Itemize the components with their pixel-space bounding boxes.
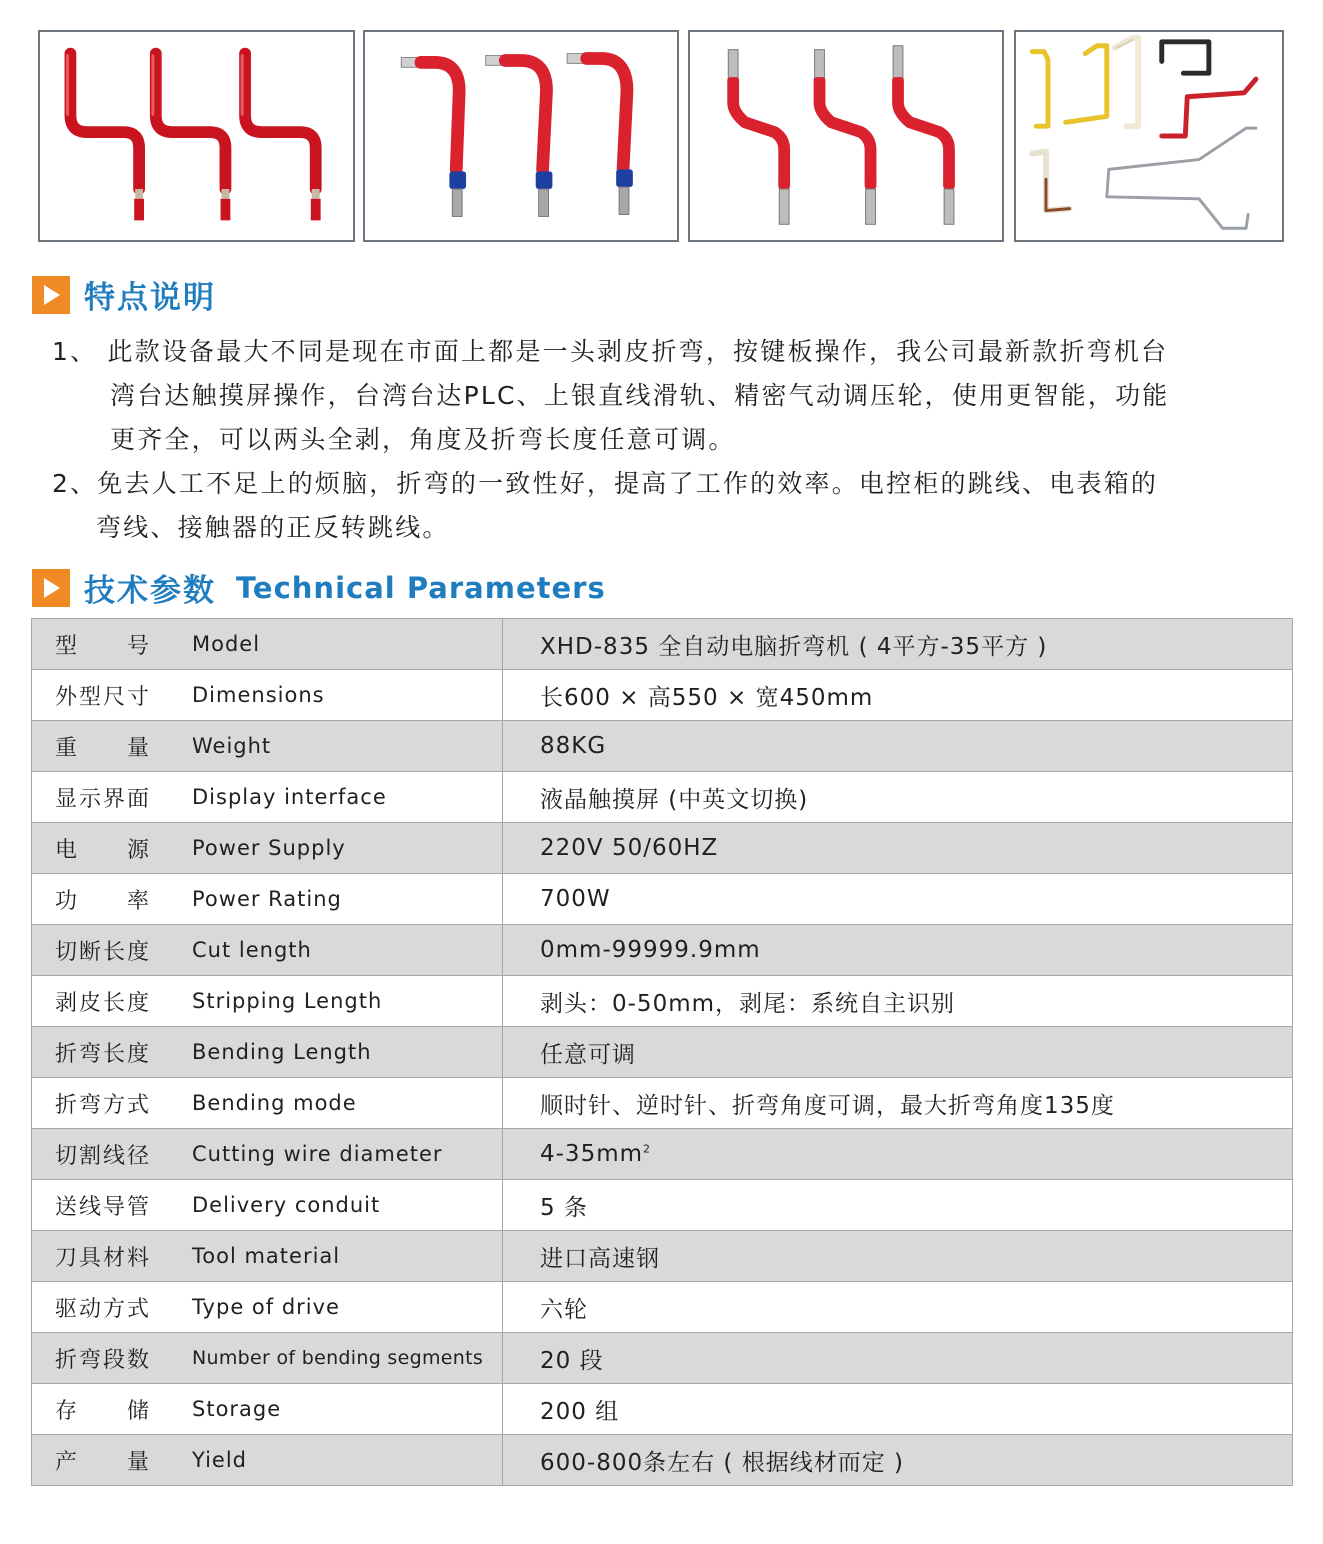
param-label-cn: 电 源: [55, 837, 152, 863]
param-value: 200 组: [503, 1384, 1293, 1435]
table-row: [32, 1129, 1293, 1180]
table-row: [32, 1027, 1293, 1078]
param-label-en: Weight: [192, 734, 272, 758]
param-label-en: Model: [192, 632, 261, 656]
param-value-cell: [503, 1129, 1293, 1180]
param-label-en: Tool material: [192, 1244, 341, 1268]
features-section-header: [32, 272, 216, 317]
param-label-cn: 切割线径: [55, 1143, 152, 1169]
table-row: [32, 823, 1293, 874]
table-row: [32, 670, 1293, 721]
feature-line: 更齐全，可以两头全剥，角度及折弯长度任意可调。: [110, 425, 736, 454]
param-label-cn: 刀具材料: [55, 1245, 152, 1271]
param-value: XHD-835 全自动电脑折弯机 ( 4平方-35平方 ): [503, 619, 1293, 670]
param-label-cn: 型 号: [55, 633, 152, 659]
param-label-cn: 折弯长度: [55, 1041, 152, 1067]
param-label-cn: 显示界面: [55, 786, 152, 812]
param-value: 88KG: [503, 721, 1293, 772]
param-label-en: Cut length: [192, 938, 312, 962]
param-value: 4-35mm: [540, 1141, 644, 1167]
table-row: [32, 874, 1293, 925]
table-row: [32, 772, 1293, 823]
feature-line: 弯线、接触器的正反转跳线。: [96, 513, 450, 542]
param-label-cn: 存 储: [55, 1398, 152, 1424]
table-row: [32, 925, 1293, 976]
parameters-title-en: Technical Parameters: [236, 570, 606, 605]
bent-wire-image: [40, 32, 353, 240]
param-value: 六轮: [503, 1282, 1293, 1333]
table-row: [32, 721, 1293, 772]
table-row: [32, 1333, 1293, 1384]
param-value: 20 段: [503, 1333, 1293, 1384]
play-arrow-icon: [32, 276, 70, 314]
features-title: 特点说明: [84, 280, 216, 316]
param-value: 顺时针、逆时针、折弯角度可调，最大折弯角度135度: [503, 1078, 1293, 1129]
param-label-en: Yield: [192, 1448, 247, 1472]
play-arrow-icon: [32, 569, 70, 607]
param-label-cn: 切断长度: [55, 939, 152, 965]
param-label-en: Delivery conduit: [192, 1193, 381, 1217]
photo-red-bent-wires-caps: [38, 30, 355, 242]
photo-assorted-bent-wires: [1014, 30, 1284, 242]
feature-line: 1、 此款设备最大不同是现在市面上都是一头剥皮折弯，按键板操作，我公司最新款折弯机台: [52, 337, 1169, 366]
param-value: 220V 50/60HZ: [503, 823, 1293, 874]
parameters-title-cn: 技术参数: [84, 573, 216, 609]
param-label-en: Dimensions: [192, 683, 325, 707]
param-label-en: Bending Length: [192, 1040, 372, 1064]
assorted-wire-image: [1016, 32, 1282, 240]
param-label-cn: 折弯方式: [55, 1092, 152, 1118]
param-value: 600-800条左右 ( 根据线材而定 ): [503, 1435, 1293, 1486]
param-label-en: Stripping Length: [192, 989, 383, 1013]
param-label-en: Power Supply: [192, 836, 346, 860]
feature-line: 湾台达触摸屏操作，台湾台达PLC、上银直线滑轨、精密气动调压轮，使用更智能，功能: [110, 381, 1170, 410]
param-label-en: Power Rating: [192, 887, 342, 911]
param-label-en: Cutting wire diameter: [192, 1142, 443, 1166]
spec-table: [31, 618, 1293, 1486]
ferrule-wire-image: [365, 32, 677, 240]
param-label-en: Display interface: [192, 785, 387, 809]
param-label-cn: 重 量: [55, 735, 152, 761]
s-bent-wire-image: [690, 32, 1002, 240]
param-value: 0mm-99999.9mm: [503, 925, 1293, 976]
table-row: [32, 1435, 1293, 1486]
param-value: 长600 × 高550 × 宽450mm: [503, 670, 1293, 721]
param-value: 700W: [503, 874, 1293, 925]
product-photo-strip: [38, 30, 1286, 246]
table-row: [32, 976, 1293, 1027]
table-row: [32, 1384, 1293, 1435]
table-row: [32, 1231, 1293, 1282]
table-row: [32, 1180, 1293, 1231]
table-row: [32, 1078, 1293, 1129]
param-label-cn: 外型尺寸: [55, 684, 152, 710]
table-row: [32, 1282, 1293, 1333]
param-label-cn: 产 量: [55, 1449, 152, 1475]
param-value: 进口高速钢: [503, 1231, 1293, 1282]
param-value: 任意可调: [503, 1027, 1293, 1078]
param-value-superscript: 2: [643, 1142, 652, 1156]
param-value: 液晶触摸屏 (中英文切换): [503, 772, 1293, 823]
param-value: 5 条: [503, 1180, 1293, 1231]
param-label-cn: 驱动方式: [55, 1296, 152, 1322]
photo-red-wires-blue-ferrules: [363, 30, 679, 242]
parameters-section-header: [32, 565, 606, 610]
feature-line: 2、免去人工不足上的烦脑，折弯的一致性好，提高了工作的效率。电控柜的跳线、电表箱的: [52, 469, 1159, 498]
param-label-cn: 剥皮长度: [55, 990, 152, 1016]
param-label-cn: 送线导管: [55, 1194, 152, 1220]
param-label-cn: 功 率: [55, 888, 152, 914]
table-row: [32, 619, 1293, 670]
photo-red-s-bent-wires-terminals: [688, 30, 1004, 242]
param-label-en: Bending mode: [192, 1091, 357, 1115]
param-label-en: Type of drive: [192, 1295, 340, 1319]
param-value: 剥头：0-50mm，剥尾：系统自主识别: [503, 976, 1293, 1027]
param-label-en: Number of bending segments: [192, 1347, 484, 1369]
param-label-en: Storage: [192, 1397, 282, 1421]
param-label-cn: 折弯段数: [55, 1347, 152, 1373]
features-text: [52, 330, 1302, 550]
